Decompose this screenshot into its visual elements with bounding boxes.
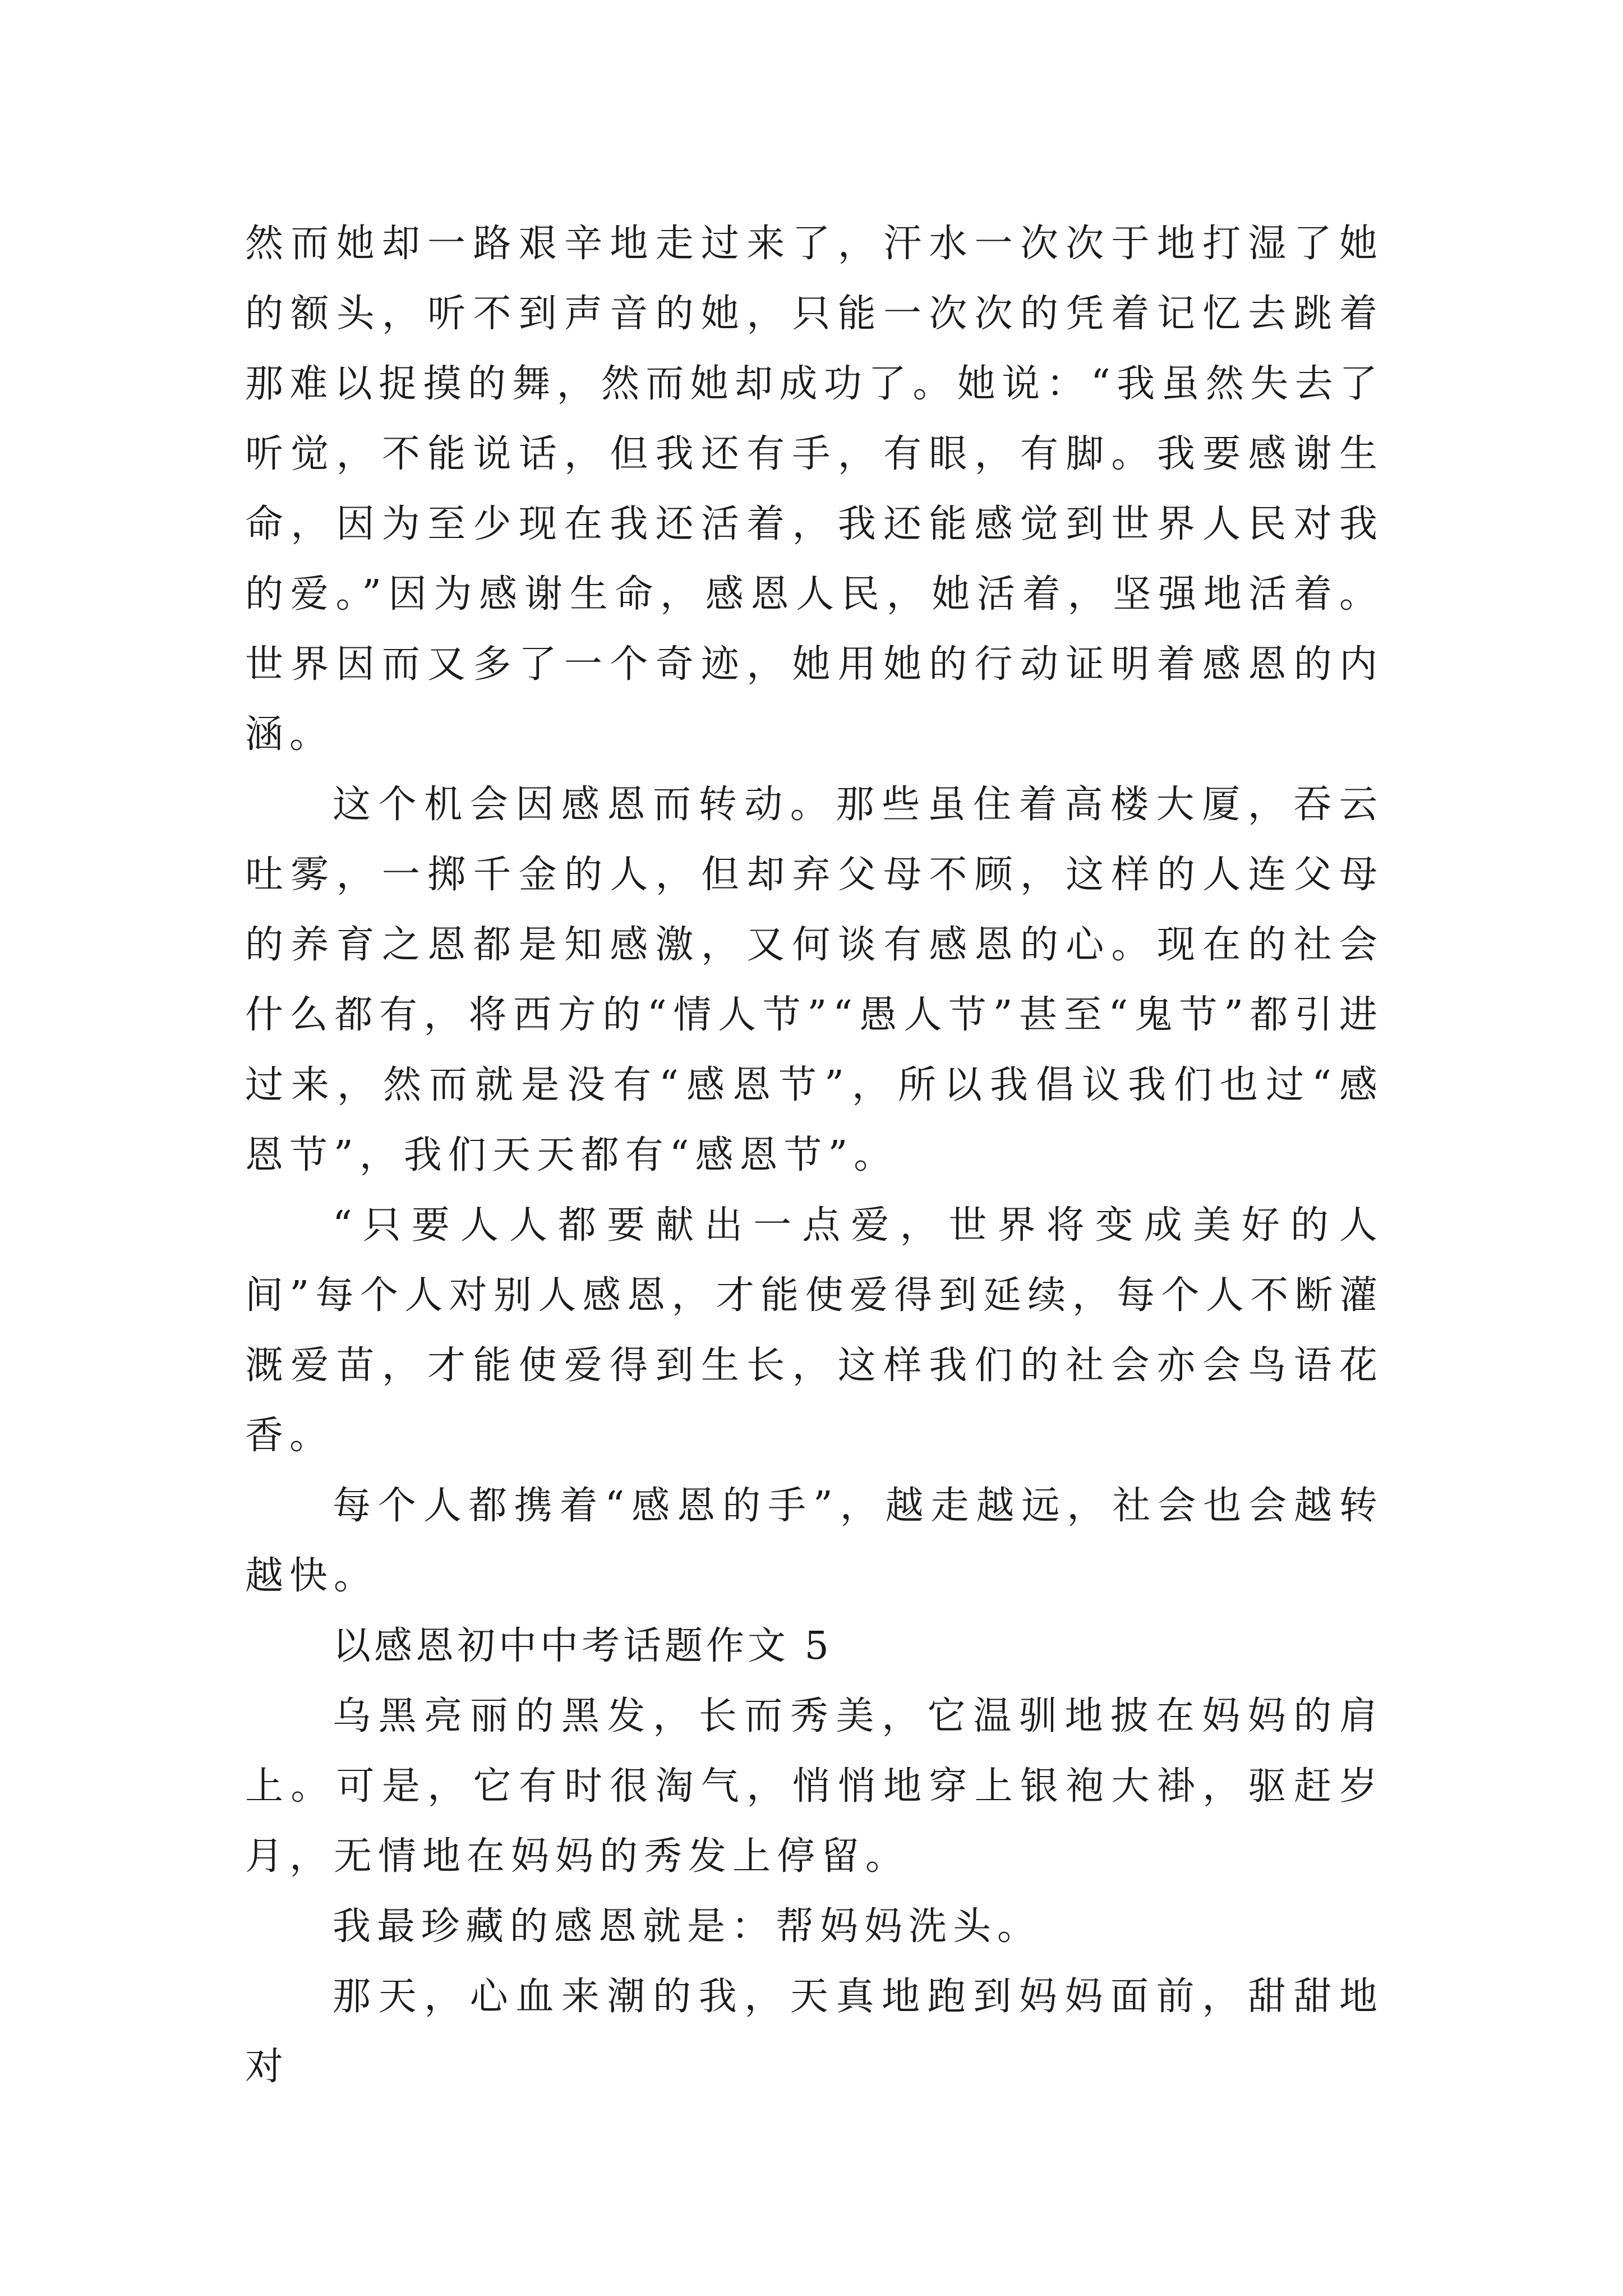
document-page — [245, 209, 1384, 2102]
paragraph-black-hair: 乌黑亮丽的黑发，长而秀美，它温驯地披在妈妈的肩上。可是，它有时很淘气，悄悄地穿上银袍大褂，驱赶岁月，无情地在妈妈的秀发上停留。 — [245, 1694, 1384, 1879]
paragraph-gratitude-society: 这个机会因感恩而转动。那些虽住着高楼大厦，吞云吐雾，一掷千金的人，但却弃父母不顾，这样的人连父母的养育之恩都是知感激，又何谈有感恩的心。现在的社会什么都有，将西方的“情人节”“愚人节”甚至“鬼节”都引进过来，然而就是没有“感恩节”，所以我倡议我们也过“感恩节”，我们天天都有“感恩节”。 — [245, 783, 1384, 1177]
paragraph-continuation: 然而她却一路艰辛地走过来了，汗水一次次于地打湿了她的额头，听不到声音的她，只能一次次的凭着记忆去跳着那难以捉摸的舞，然而她却成功了。她说：“我虽然失去了听觉，不能说话，但我还有手，有眼，有脚。我要感谢生命，因为至少现在我还活着，我还能感觉到世界人民对我的爱。”因为感谢生命，感恩人民，她活着，坚强地活着。世界因而又多了一个奇迹，她用她的行动证明着感恩的内涵。 — [245, 222, 1384, 757]
paragraph-wash-hair: 我最珍藏的感恩就是：帮妈妈洗头。 — [333, 1904, 1042, 1949]
paragraph-grateful-hands: 每个人都携着“感恩的手”，越走越远，社会也会越转越快。 — [245, 1484, 1384, 1598]
paragraph-that-day: 那天，心血来潮的我，天真地跑到妈妈面前，甜甜地对 — [245, 1975, 1384, 2089]
essay-heading: 以感恩初中中考话题作文 5 — [333, 1624, 832, 1668]
paragraph-love-quote: “只要人人都要献出一点爱，世界将变成美好的人间”每个人对别人感恩，才能使爱得到延续，每个人不断灌溉爱苗，才能使爱得到生长，这样我们的社会亦会鸟语花香。 — [245, 1203, 1384, 1458]
